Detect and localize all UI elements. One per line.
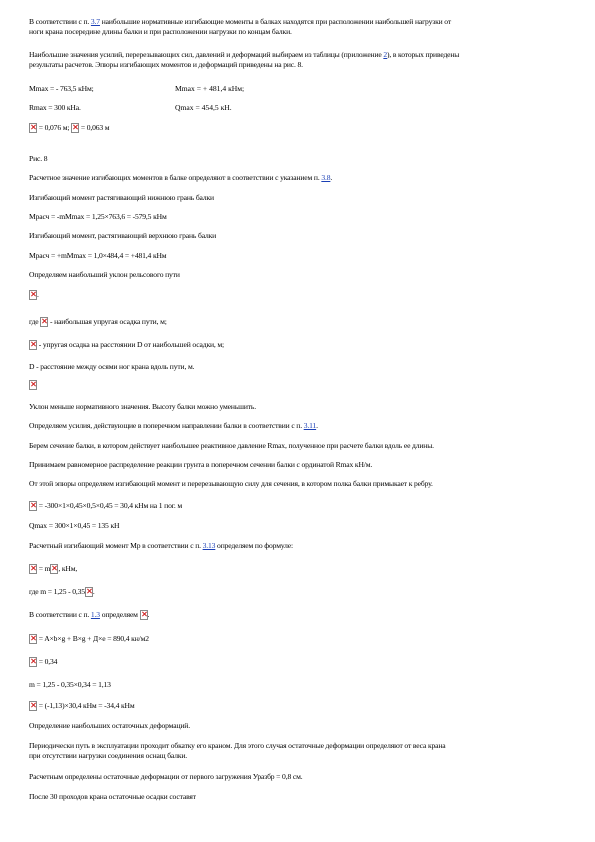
formula-image-icon bbox=[29, 340, 37, 350]
formula-image-icon bbox=[29, 501, 37, 511]
formula-lower-moment: Мрасч = -mМmax = 1,25×763,6 = -579,5 кНм bbox=[29, 212, 167, 221]
deformation-values: = 0,076 м; = 0,063 м bbox=[29, 123, 109, 133]
paragraph-rolling: Периодически путь в эксплуатации проходит обкатку его краном. Для этого случая остаточные деформации определяют от веса крана bbox=[29, 741, 446, 750]
link-3-13[interactable]: 3.13 bbox=[202, 541, 216, 550]
paragraph-lower-moment: Изгибающий момент растягивающий нижнюю грань балки bbox=[29, 193, 214, 202]
paragraph-design-moment: Расчетный изгибающий момент Мр в соответствии с п. 3.13 определяем по формуле: bbox=[29, 541, 293, 550]
formula-m-coefficient: где m = 1,25 - 0,35 . bbox=[29, 587, 95, 596]
paragraph-rolling-line2: при отсутствии нагрузки соединения оснащ балки. bbox=[29, 751, 188, 760]
paragraph-transverse: Определяем усилия, действующие в поперечном направлении балки в соответствии с п. 3.11. bbox=[29, 421, 318, 430]
paragraph-table-ref-line2: результаты расчетов. Эпюры изгибающих моментов и деформаций приведены на рис. 8. bbox=[29, 60, 303, 69]
link-appendix-2[interactable]: 2 bbox=[383, 50, 387, 59]
paragraph-table-ref: Наибольшие значения усилий, перерезывающих сил, давлений и деформаций выбираем из таблицы (приложение 2), в которых приведены bbox=[29, 50, 460, 59]
formula-image-icon bbox=[29, 657, 37, 667]
def-max-settlement: где - наибольшая упругая осадка пути, м; bbox=[29, 317, 167, 326]
qmax-value: Qmax = 454,5 кН. bbox=[175, 103, 232, 112]
formula-image-icon bbox=[85, 587, 93, 597]
formula-slope: . bbox=[29, 290, 39, 300]
def-settlement-d: - упругая осадка на расстоянии D от наибольшей осадки, м; bbox=[29, 340, 224, 350]
paragraph-distribution: Принимаем равномерное распределение реакции грунта в поперечном сечении балки с ординатой Rmax кН/м. bbox=[29, 460, 373, 469]
formula-image-icon bbox=[29, 564, 37, 574]
formula-ratio: = 0,34 bbox=[29, 657, 57, 667]
formula-upper-moment: Мрасч = +mМmax = 1,0×484,4 = +481,4 кНм bbox=[29, 251, 167, 260]
mmax-positive: Mmax = + 481,4 кНм; bbox=[175, 84, 245, 93]
formula-image-icon bbox=[29, 634, 37, 644]
paragraph-upper-moment: Изгибающий момент, растягивающий верхнюю грань балки bbox=[29, 231, 217, 240]
figure-caption: Рис. 8 bbox=[29, 154, 48, 163]
formula-image-icon bbox=[40, 317, 48, 327]
link-3-11[interactable]: 3.11 bbox=[303, 421, 317, 430]
formula-final-moment: = (-1,13)×30,4 кНм = -34,4 кНм bbox=[29, 701, 135, 711]
paragraph-intro-line2: ноги крана посередине длины балки и при расположении нагрузки по концам балки. bbox=[29, 27, 292, 36]
mmax-negative: Mmax = - 763,5 кНм; bbox=[29, 84, 94, 93]
formula-slope-result bbox=[29, 380, 37, 390]
formula-m-result: m = 1,25 - 0,35×0,34 = 1,13 bbox=[29, 680, 111, 689]
formula-image-icon bbox=[50, 564, 58, 574]
formula-design-moment: = m , кНм, bbox=[29, 564, 77, 574]
formula-qmax-transverse: Qmax = 300×1×0,45 = 135 кН bbox=[29, 521, 120, 530]
paragraph-slope-conclusion: Уклон меньше нормативного значения. Высоту балки можно уменьшить. bbox=[29, 402, 256, 411]
link-3-7[interactable]: 3.7 bbox=[90, 17, 100, 26]
paragraph-calc-moments: Расчетное значение изгибающих моментов в балке определяют в соответствии с указанием п. 3.8. bbox=[29, 173, 333, 182]
paragraph-diagram: От этой эпюры определяем изгибающий момент и перерезывающую силу для сечения, в котором полка балки примыкает к ребру. bbox=[29, 479, 433, 488]
formula-image-icon bbox=[29, 290, 37, 300]
formula-pressure: = A×b×g + B×g + Д×e = 890,4 кн/м2 bbox=[29, 634, 149, 644]
paragraph-intro: В соответствии с п. 3.7 наибольшие нормативные изгибающие моменты в балках находятся при расположении наибольшей нагрузки от bbox=[29, 17, 452, 26]
paragraph-first-load: Расчетным определены остаточные деформации от первого загружения Уразбр = 0,8 см. bbox=[29, 772, 303, 781]
paragraph-residual: Определение наибольших остаточных деформаций. bbox=[29, 721, 190, 730]
link-3-8[interactable]: 3.8 bbox=[321, 173, 331, 182]
rmax-value: Rmax = 300 кНа. bbox=[29, 103, 81, 112]
def-distance-d: D - расстояние между осями ног крана вдоль пути, м. bbox=[29, 362, 195, 371]
paragraph-determine: В соответствии с п. 1.3 определяем . bbox=[29, 610, 150, 619]
formula-image-icon bbox=[140, 610, 148, 620]
paragraph-section: Берем сечение балки, в котором действует наибольшее реактивное давление Rmax, полученное при расчете балки вдоль ее длины. bbox=[29, 441, 434, 450]
formula-image-icon bbox=[71, 123, 79, 133]
formula-image-icon bbox=[29, 380, 37, 390]
formula-image-icon bbox=[29, 701, 37, 711]
paragraph-after-passes: После 30 проходов крана остаточные осадки составят bbox=[29, 792, 196, 801]
formula-moment-transverse: = -300×1×0,45×0,5×0,45 = 30,4 кНм на 1 пог. м bbox=[29, 501, 182, 511]
formula-image-icon bbox=[29, 123, 37, 133]
link-1-3[interactable]: 1.3 bbox=[90, 610, 100, 619]
paragraph-slope: Определяем наибольший уклон рельсового пути bbox=[29, 270, 180, 279]
